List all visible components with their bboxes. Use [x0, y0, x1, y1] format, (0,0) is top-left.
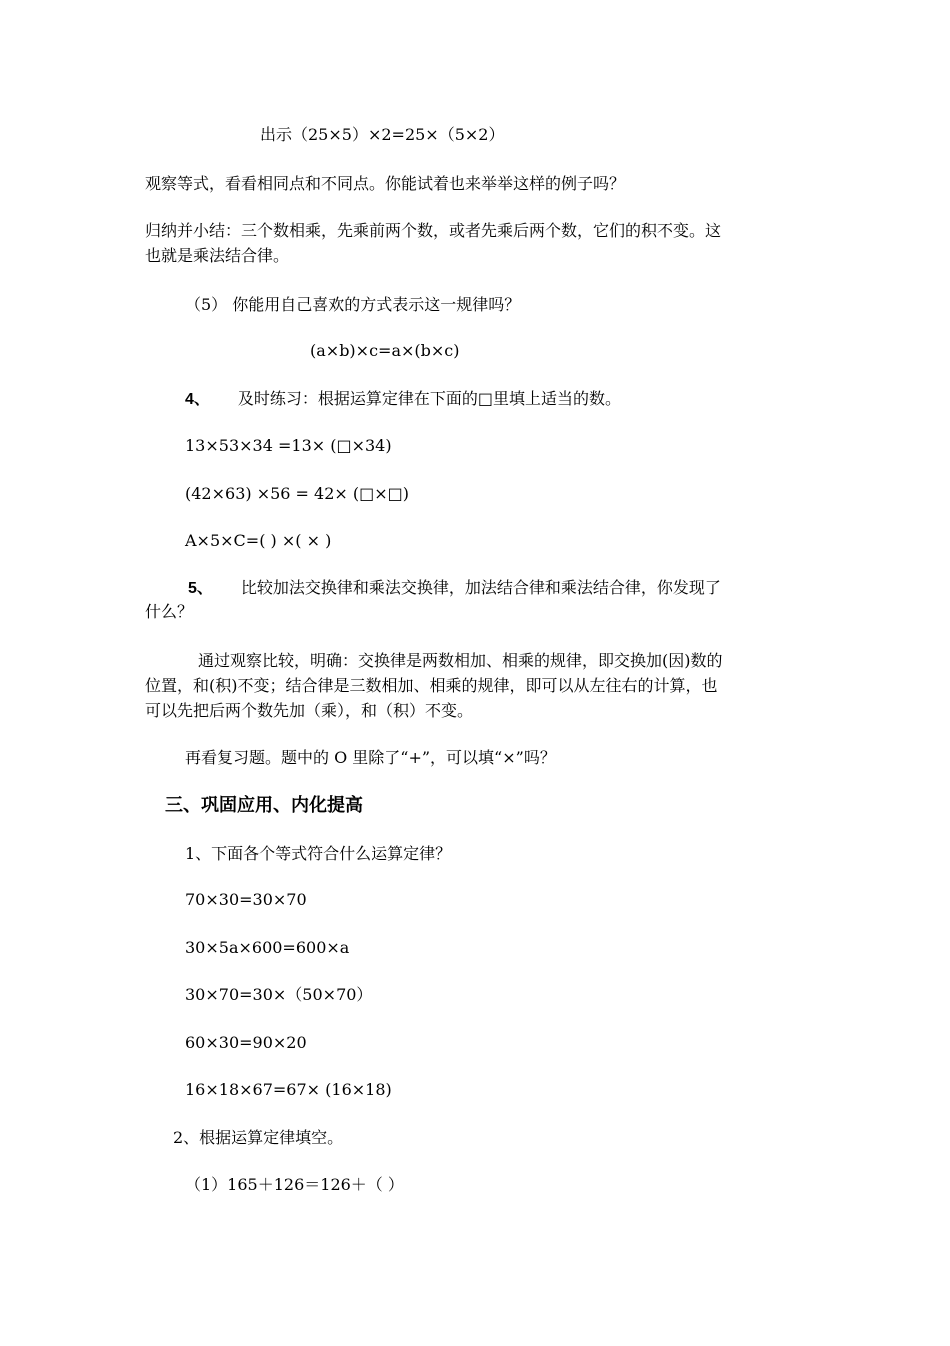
associative-formula: (a×b)×c=a×(b×c) [310, 341, 460, 360]
conclusion-line-2: 位置，和(积)不变；结合律是三数相加、相乘的规律，即可以从左往右的计算，也 [145, 676, 718, 695]
task-1-item-5: 16×18×67=67× (16×18) [185, 1080, 392, 1099]
review-question: 再看复习题。题中的 O 里除了“+”，可以填“×”吗？ [185, 748, 556, 767]
summary-line-2: 也就是乘法结合律。 [145, 246, 290, 265]
task-1-item-3: 30×70=30×（50×70） [185, 985, 373, 1004]
exercise-4-line [185, 389, 621, 410]
exercise-5-line-2: 什么？ [145, 602, 194, 621]
summary-line-1: 归纳并小结：三个数相乘，先乘前两个数，或者先乘后两个数，它们的积不变。这 [145, 221, 722, 240]
equation-display: 出示（25×5）×2=25×（5×2） [260, 125, 505, 144]
exercise-4-item-3: A×5×C=( ) ×( × ) [185, 531, 332, 550]
observe-paragraph: 观察等式，看看相同点和不同点。你能试着也来举举这样的例子吗？ [145, 174, 626, 193]
task-1-item-2: 30×5a×600=600×a [185, 938, 350, 957]
conclusion-line-1: 通过观察比较，明确：交换律是两数相加、相乘的规律，即交换加(因)数的 [198, 651, 723, 670]
exercise-5-text: 比较加法交换律和乘法交换律，加法结合律和乘法结合律，你发现了 [240, 578, 721, 597]
task-1-item-4: 60×30=90×20 [185, 1033, 307, 1052]
task-2-title: 2、根据运算定律填空。 [173, 1128, 344, 1147]
section-heading-3: 三、巩固应用、内化提高 [165, 795, 363, 816]
conclusion-line-3: 可以先把后两个数先加（乘），和（积）不变。 [145, 701, 474, 720]
exercise-4-item-1: 13×53×34 =13× (□×34) [185, 436, 392, 455]
exercise-4-number: 4、 [185, 391, 210, 408]
exercise-4-text: 及时练习：根据运算定律在下面的□里填上适当的数。 [237, 389, 622, 408]
task-2-item-1: （1）165＋126＝126＋（ ） [185, 1175, 404, 1194]
exercise-5-line [188, 578, 721, 599]
exercise-4-item-2: (42×63) ×56 = 42× (□×□) [185, 484, 410, 503]
task-1-title: 1、下面各个等式符合什么运算定律？ [185, 844, 452, 863]
task-1-item-1: 70×30=30×70 [185, 890, 307, 909]
question-5-text: （5） 你能用自己喜欢的方式表示这一规律吗？ [185, 295, 521, 314]
exercise-5-number: 5、 [188, 580, 213, 597]
